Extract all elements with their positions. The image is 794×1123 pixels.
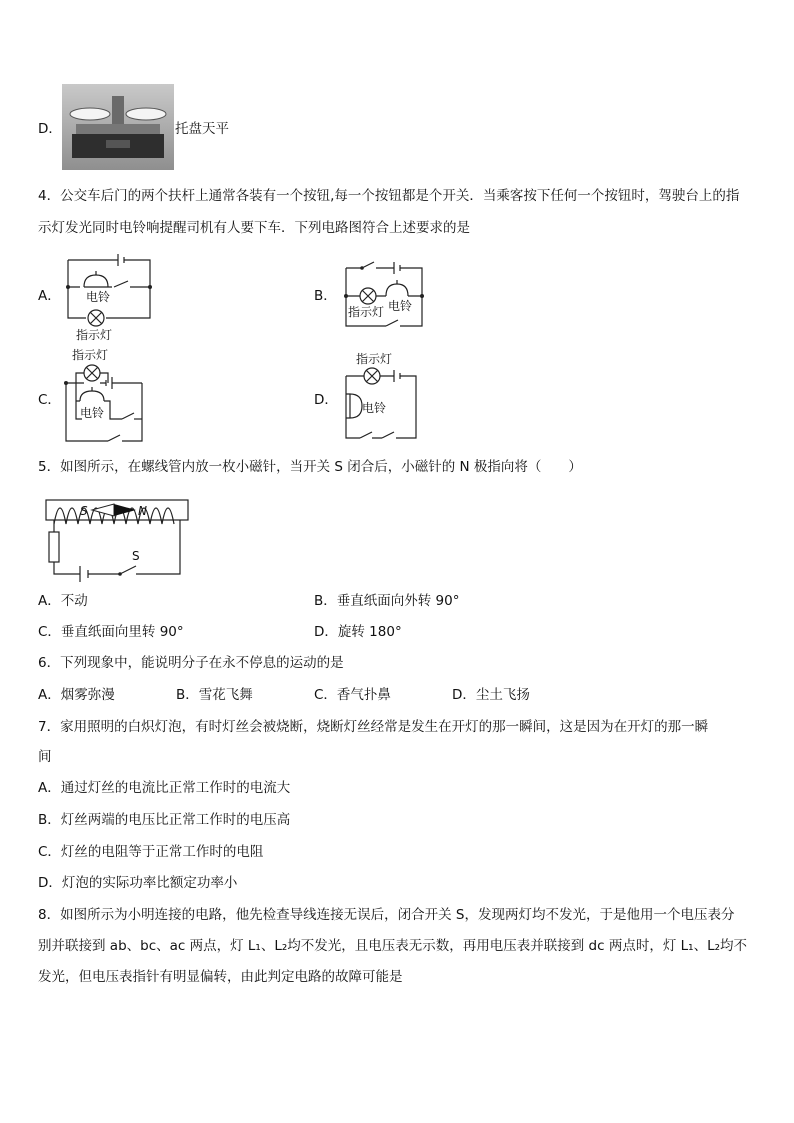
- q7-stem-line1: 7．家用照明的白炽灯泡，有时灯丝会被烧断，烧断灯丝经常是发生在开灯的那一瞬间，这是因为在开灯的那一瞬: [38, 719, 709, 735]
- q4-c-lamp-label: 指示灯: [72, 348, 109, 362]
- needle-n-end: [114, 504, 136, 516]
- bell-symbol: [84, 275, 108, 287]
- q4-d-lamp-label: 指示灯: [356, 352, 393, 366]
- q5-option-c: C．垂直纸面向里转 90°: [38, 624, 184, 640]
- q4-stem-line1: 4．公交车后门的两个扶杆上通常各装有一个按钮,每一个按钮都是个开关．当乘客按下任何一个按钮时，驾驶台上的指: [38, 188, 740, 204]
- resistor: [49, 532, 59, 562]
- q8-stem-line1: 8．如图所示为小明连接的电路，他先检查导线连接无误后，闭合开关 S，发现两灯均不发光，于是他用一个电压表分: [38, 907, 735, 923]
- q4-b-lamp-label: 指示灯: [348, 305, 385, 319]
- q4-option-d-label: D．: [314, 392, 338, 408]
- q7-option-a: A．通过灯丝的电流比正常工作时的电流大: [38, 780, 291, 796]
- q4-option-b-label: B．: [314, 288, 337, 304]
- q4-a-bell-label: 电铃: [86, 290, 111, 304]
- q7-option-d: D．灯泡的实际功率比额定功率小: [38, 875, 238, 891]
- q6-option-d: D．尘土飞扬: [452, 687, 530, 703]
- q7-stem-line2: 间: [38, 749, 52, 765]
- q4-stem-line2: 示灯发光同时电铃响提醒司机有人要下车．下列电路图符合上述要求的是: [38, 220, 470, 236]
- q5-solenoid-circuit: [44, 498, 194, 588]
- q7-option-b: B．灯丝两端的电压比正常工作时的电压高: [38, 812, 291, 828]
- q3-option-d-text: 托盘天平: [175, 121, 229, 137]
- q6-stem: 6．下列现象中，能说明分子在永不停息的运动的是: [38, 655, 344, 671]
- needle-n-label: N: [138, 504, 147, 518]
- switch-label: S: [132, 549, 140, 563]
- q4-option-c-label: C．: [38, 392, 61, 408]
- q6-option-c: C．香气扑鼻: [314, 687, 391, 703]
- q4-c-bell-label: 电铃: [80, 406, 105, 420]
- q3-option-d-label: D．: [38, 121, 62, 137]
- q5-option-d: D．旋转 180°: [314, 624, 402, 640]
- q8-stem-line3: 发光，但电压表指针有明显偏转，由此判定电路的故障可能是: [38, 969, 403, 985]
- q4-d-bell-label: 电铃: [362, 401, 387, 415]
- q6-option-b: B．雪花飞舞: [176, 687, 253, 703]
- q4-circuit-a: [62, 245, 162, 345]
- q6-option-a: A．烟雾弥漫: [38, 687, 115, 703]
- q4-b-bell-label: 电铃: [388, 299, 413, 313]
- q4-circuit-c: [62, 345, 162, 445]
- q5-stem: 5．如图所示，在螺线管内放一枚小磁针，当开关 S 闭合后，小磁针的 N 极指向将（ ）: [38, 459, 582, 475]
- needle-s-label: S: [80, 504, 88, 518]
- q4-circuit-b: [342, 258, 432, 328]
- q4-option-a-label: A．: [38, 288, 61, 304]
- q5-option-a: A．不动: [38, 593, 88, 609]
- q5-option-b: B．垂直纸面向外转 90°: [314, 593, 460, 609]
- q8-stem-line2: 别并联接到 ab、bc、ac 两点，灯 L₁、L₂均不发光，且电压表无示数，再用电压表并联接到 dc 两点时，灯 L₁、L₂均不: [38, 938, 747, 954]
- q7-option-c: C．灯丝的电阻等于正常工作时的电阻: [38, 844, 264, 860]
- needle-s-end: [92, 504, 114, 516]
- balance-scale-photo: [62, 84, 174, 170]
- q4-a-lamp-label: 指示灯: [76, 328, 113, 342]
- q4-circuit-d: [342, 350, 432, 450]
